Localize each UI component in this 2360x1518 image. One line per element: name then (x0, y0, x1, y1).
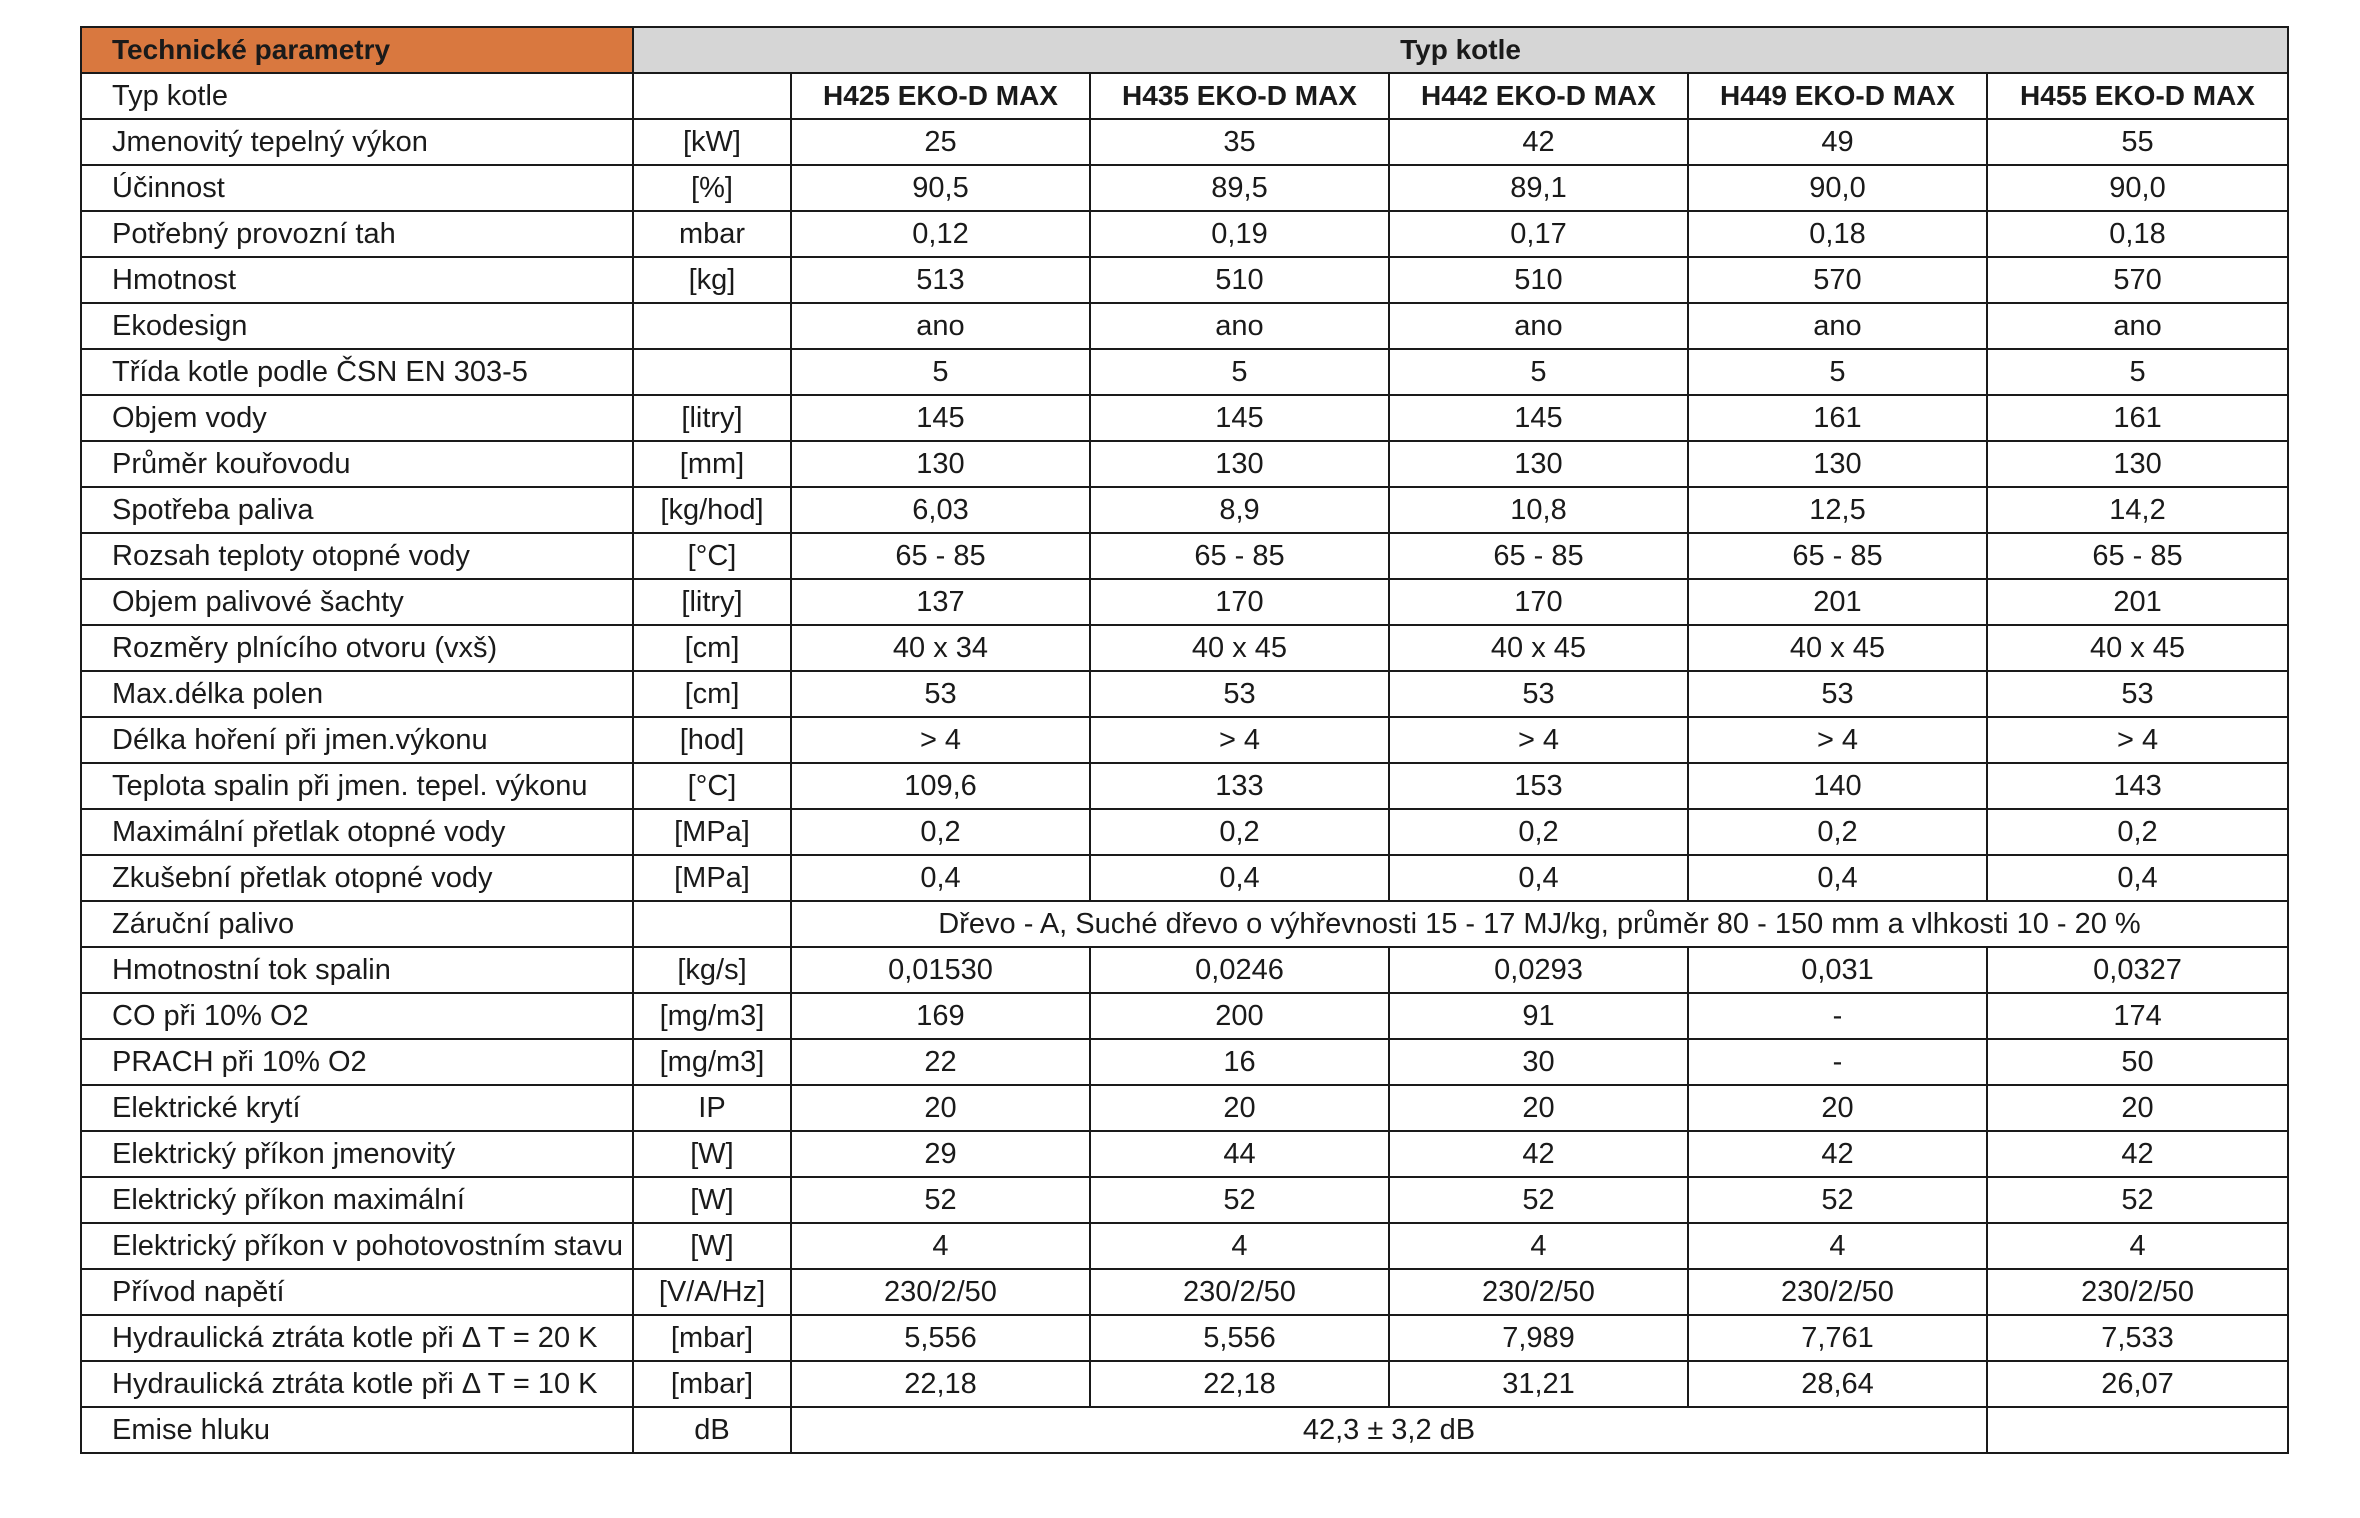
noise-last-value (1987, 1407, 2288, 1453)
noise-unit: dB (633, 1407, 791, 1453)
row-unit: IP (633, 1085, 791, 1131)
table-row (81, 1315, 2288, 1361)
row-value: 53 (791, 671, 1090, 717)
row-value: 65 - 85 (1987, 533, 2288, 579)
row-value: 130 (1688, 441, 1987, 487)
row-value: 10,8 (1389, 487, 1688, 533)
row-value: 0,4 (791, 855, 1090, 901)
row-value: 7,989 (1389, 1315, 1688, 1361)
row-value: 55 (1987, 119, 2288, 165)
row-label: Elektrický příkon maximální (81, 1177, 633, 1223)
row-label: Přívod napětí (81, 1269, 633, 1315)
row-unit (633, 901, 791, 947)
row-value: 12,5 (1688, 487, 1987, 533)
row-label: Elektrické krytí (81, 1085, 633, 1131)
row-unit: mbar (633, 211, 791, 257)
row-value: 143 (1987, 763, 2288, 809)
row-unit: [°C] (633, 533, 791, 579)
group-title: Typ kotle (633, 27, 2288, 73)
row-value: 91 (1389, 993, 1688, 1039)
row-value: ano (1389, 303, 1688, 349)
row-label: Průměr kouřovodu (81, 441, 633, 487)
row-label: Hmotnost (81, 257, 633, 303)
row-value: 0,031 (1688, 947, 1987, 993)
row-value: 130 (1987, 441, 2288, 487)
row-value: 169 (791, 993, 1090, 1039)
table-body (81, 27, 2288, 1453)
row-value: 40 x 34 (791, 625, 1090, 671)
row-value: 4 (1389, 1223, 1688, 1269)
row-value: 53 (1389, 671, 1688, 717)
row-value: 510 (1090, 257, 1389, 303)
row-unit: [%] (633, 165, 791, 211)
row-value: ano (1987, 303, 2288, 349)
table-row (81, 395, 2288, 441)
row-value: 42 (1688, 1131, 1987, 1177)
row-value: 40 x 45 (1688, 625, 1987, 671)
row-value: 5 (1688, 349, 1987, 395)
model-name: H425 EKO-D MAX (791, 73, 1090, 119)
row-value: 20 (791, 1085, 1090, 1131)
row-value: 0,18 (1688, 211, 1987, 257)
row-value: 6,03 (791, 487, 1090, 533)
table-row (81, 303, 2288, 349)
row-label: Elektrický příkon v pohotovostním stavu (81, 1223, 633, 1269)
row-label: Jmenovitý tepelný výkon (81, 119, 633, 165)
row-value: 230/2/50 (791, 1269, 1090, 1315)
noise-row (81, 1407, 2288, 1453)
row-value: 137 (791, 579, 1090, 625)
row-value: 174 (1987, 993, 2288, 1039)
row-label: Objem vody (81, 395, 633, 441)
noise-span-value: 42,3 ± 3,2 dB (791, 1407, 1987, 1453)
row-value: 5 (1389, 349, 1688, 395)
row-value: 30 (1389, 1039, 1688, 1085)
row-value: 145 (791, 395, 1090, 441)
table-row (81, 1361, 2288, 1407)
row-value: 0,4 (1389, 855, 1688, 901)
row-value: 0,2 (1389, 809, 1688, 855)
table-row (81, 993, 2288, 1039)
table-row (81, 1223, 2288, 1269)
row-value: 145 (1090, 395, 1389, 441)
table-row (81, 1269, 2288, 1315)
row-value: 0,2 (791, 809, 1090, 855)
row-value: 570 (1987, 257, 2288, 303)
table-row (81, 947, 2288, 993)
row-unit: [mbar] (633, 1361, 791, 1407)
row-value: 35 (1090, 119, 1389, 165)
row-value: 153 (1389, 763, 1688, 809)
section-title: Technické parametry (81, 27, 633, 73)
row-unit: [mbar] (633, 1315, 791, 1361)
table-row (81, 671, 2288, 717)
row-value: 5,556 (1090, 1315, 1389, 1361)
row-unit: [cm] (633, 625, 791, 671)
row-value: 570 (1688, 257, 1987, 303)
row-value: 52 (1389, 1177, 1688, 1223)
row-value: > 4 (1389, 717, 1688, 763)
row-unit: [kg] (633, 257, 791, 303)
table-row (81, 349, 2288, 395)
row-value: 65 - 85 (1389, 533, 1688, 579)
row-value: ano (1090, 303, 1389, 349)
row-value: 53 (1090, 671, 1389, 717)
row-value: 513 (791, 257, 1090, 303)
row-label: Třída kotle podle ČSN EN 303-5 (81, 349, 633, 395)
row-value: 22,18 (791, 1361, 1090, 1407)
row-value: 4 (791, 1223, 1090, 1269)
row-value: 40 x 45 (1090, 625, 1389, 671)
row-value: 52 (791, 1177, 1090, 1223)
row-value: 26,07 (1987, 1361, 2288, 1407)
row-label: Max.délka polen (81, 671, 633, 717)
row-value: 4 (1090, 1223, 1389, 1269)
row-value: 4 (1987, 1223, 2288, 1269)
row-value: 0,19 (1090, 211, 1389, 257)
row-value: 145 (1389, 395, 1688, 441)
row-value: 201 (1688, 579, 1987, 625)
row-value: 52 (1987, 1177, 2288, 1223)
row-value: 5 (1090, 349, 1389, 395)
row-value: 0,0293 (1389, 947, 1688, 993)
model-row-label: Typ kotle (81, 73, 633, 119)
model-name: H449 EKO-D MAX (1688, 73, 1987, 119)
row-value: 89,1 (1389, 165, 1688, 211)
table-row (81, 119, 2288, 165)
table-row (81, 165, 2288, 211)
row-unit: [W] (633, 1177, 791, 1223)
table-row (81, 1131, 2288, 1177)
table-row (81, 809, 2288, 855)
row-unit: [MPa] (633, 809, 791, 855)
row-unit: [hod] (633, 717, 791, 763)
row-value: 53 (1987, 671, 2288, 717)
row-value: 29 (791, 1131, 1090, 1177)
row-value: 0,2 (1090, 809, 1389, 855)
row-value: 52 (1090, 1177, 1389, 1223)
row-value: 0,0246 (1090, 947, 1389, 993)
row-value: 20 (1987, 1085, 2288, 1131)
row-unit: [kg/hod] (633, 487, 791, 533)
row-value: 5 (791, 349, 1090, 395)
table-row (81, 533, 2288, 579)
table-row (81, 1177, 2288, 1223)
row-value: 0,2 (1688, 809, 1987, 855)
row-unit: [cm] (633, 671, 791, 717)
row-label: Účinnost (81, 165, 633, 211)
row-value: > 4 (1090, 717, 1389, 763)
row-value: 140 (1688, 763, 1987, 809)
row-value: 40 x 45 (1389, 625, 1688, 671)
row-value: 230/2/50 (1090, 1269, 1389, 1315)
row-value: 31,21 (1389, 1361, 1688, 1407)
table-row (81, 763, 2288, 809)
row-value: 20 (1090, 1085, 1389, 1131)
row-label: Teplota spalin při jmen. tepel. výkonu (81, 763, 633, 809)
row-value: 109,6 (791, 763, 1090, 809)
row-value: 510 (1389, 257, 1688, 303)
row-value: 170 (1389, 579, 1688, 625)
row-label: Hmotnostní tok spalin (81, 947, 633, 993)
row-value: 0,4 (1688, 855, 1987, 901)
row-value: 0,01530 (791, 947, 1090, 993)
row-value: 90,0 (1688, 165, 1987, 211)
row-value: 230/2/50 (1389, 1269, 1688, 1315)
row-unit (633, 349, 791, 395)
row-value: 130 (1090, 441, 1389, 487)
row-label: Rozsah teploty otopné vody (81, 533, 633, 579)
model-row-unit (633, 73, 791, 119)
row-label: Záruční palivo (81, 901, 633, 947)
row-unit: [W] (633, 1223, 791, 1269)
row-label: Potřebný provozní tah (81, 211, 633, 257)
row-value: 0,17 (1389, 211, 1688, 257)
row-label: CO při 10% O2 (81, 993, 633, 1039)
table-row (81, 579, 2288, 625)
row-value: 42 (1389, 119, 1688, 165)
table-row (81, 487, 2288, 533)
row-value: 201 (1987, 579, 2288, 625)
row-value: 161 (1688, 395, 1987, 441)
row-unit: [°C] (633, 763, 791, 809)
row-value: > 4 (1688, 717, 1987, 763)
row-value: 90,5 (791, 165, 1090, 211)
row-value: 7,533 (1987, 1315, 2288, 1361)
row-label: PRACH při 10% O2 (81, 1039, 633, 1085)
row-label: Zkušební přetlak otopné vody (81, 855, 633, 901)
row-label: Objem palivové šachty (81, 579, 633, 625)
row-label: Maximální přetlak otopné vody (81, 809, 633, 855)
row-value: 89,5 (1090, 165, 1389, 211)
row-value: 230/2/50 (1688, 1269, 1987, 1315)
row-value: ano (791, 303, 1090, 349)
row-value: 5,556 (791, 1315, 1090, 1361)
table-row (81, 211, 2288, 257)
row-value: 0,18 (1987, 211, 2288, 257)
row-unit (633, 303, 791, 349)
row-value: - (1688, 1039, 1987, 1085)
row-value: 52 (1688, 1177, 1987, 1223)
row-label: Elektrický příkon jmenovitý (81, 1131, 633, 1177)
row-span-value: Dřevo - A, Suché dřevo o výhřevnosti 15 - 17 MJ/kg, průměr 80 - 150 mm a vlhkosti 10 - 20 % (791, 901, 2288, 947)
table-row (81, 441, 2288, 487)
row-value: > 4 (1987, 717, 2288, 763)
row-value: 4 (1688, 1223, 1987, 1269)
row-label: Hydraulická ztráta kotle při Δ T = 20 K (81, 1315, 633, 1361)
row-value: 90,0 (1987, 165, 2288, 211)
row-value: 7,761 (1688, 1315, 1987, 1361)
row-value: > 4 (791, 717, 1090, 763)
row-value: ano (1688, 303, 1987, 349)
row-value: 28,64 (1688, 1361, 1987, 1407)
row-value: 42 (1987, 1131, 2288, 1177)
row-unit: [kW] (633, 119, 791, 165)
technical-parameters-table (80, 26, 2289, 1454)
row-value: 20 (1688, 1085, 1987, 1131)
row-value: 0,12 (791, 211, 1090, 257)
row-label: Rozměry plnícího otvoru (vxš) (81, 625, 633, 671)
model-name: H455 EKO-D MAX (1987, 73, 2288, 119)
row-value: 16 (1090, 1039, 1389, 1085)
row-value: 161 (1987, 395, 2288, 441)
row-unit: [litry] (633, 579, 791, 625)
row-value: 0,4 (1987, 855, 2288, 901)
table-row (81, 855, 2288, 901)
row-value: 65 - 85 (791, 533, 1090, 579)
row-value: 42 (1389, 1131, 1688, 1177)
row-value: 133 (1090, 763, 1389, 809)
row-label: Ekodesign (81, 303, 633, 349)
row-value: - (1688, 993, 1987, 1039)
row-value: 22 (791, 1039, 1090, 1085)
row-value: 65 - 85 (1688, 533, 1987, 579)
table-row (81, 1085, 2288, 1131)
row-value: 25 (791, 119, 1090, 165)
row-value: 44 (1090, 1131, 1389, 1177)
table-row (81, 1039, 2288, 1085)
row-unit: [MPa] (633, 855, 791, 901)
row-value: 130 (791, 441, 1090, 487)
row-value: 53 (1688, 671, 1987, 717)
row-unit: [V/A/Hz] (633, 1269, 791, 1315)
row-value: 22,18 (1090, 1361, 1389, 1407)
row-unit: [mm] (633, 441, 791, 487)
row-value: 130 (1389, 441, 1688, 487)
row-value: 5 (1987, 349, 2288, 395)
row-value: 14,2 (1987, 487, 2288, 533)
table-row (81, 257, 2288, 303)
noise-label: Emise hluku (81, 1407, 633, 1453)
row-label: Spotřeba paliva (81, 487, 633, 533)
row-unit: [kg/s] (633, 947, 791, 993)
model-name: H442 EKO-D MAX (1389, 73, 1688, 119)
model-row (81, 73, 2288, 119)
table-row (81, 625, 2288, 671)
row-value: 50 (1987, 1039, 2288, 1085)
model-name: H435 EKO-D MAX (1090, 73, 1389, 119)
row-label: Hydraulická ztráta kotle při Δ T = 10 K (81, 1361, 633, 1407)
row-unit: [mg/m3] (633, 1039, 791, 1085)
row-unit: [W] (633, 1131, 791, 1177)
table-row (81, 717, 2288, 763)
row-value: 170 (1090, 579, 1389, 625)
row-value: 65 - 85 (1090, 533, 1389, 579)
row-value: 20 (1389, 1085, 1688, 1131)
row-value: 230/2/50 (1987, 1269, 2288, 1315)
row-value: 200 (1090, 993, 1389, 1039)
row-value: 0,0327 (1987, 947, 2288, 993)
row-value: 8,9 (1090, 487, 1389, 533)
row-unit: [litry] (633, 395, 791, 441)
row-value: 0,4 (1090, 855, 1389, 901)
row-value: 40 x 45 (1987, 625, 2288, 671)
header-row (81, 27, 2288, 73)
row-value: 0,2 (1987, 809, 2288, 855)
row-label: Délka hoření při jmen.výkonu (81, 717, 633, 763)
table-row (81, 901, 2288, 947)
row-unit: [mg/m3] (633, 993, 791, 1039)
row-value: 49 (1688, 119, 1987, 165)
